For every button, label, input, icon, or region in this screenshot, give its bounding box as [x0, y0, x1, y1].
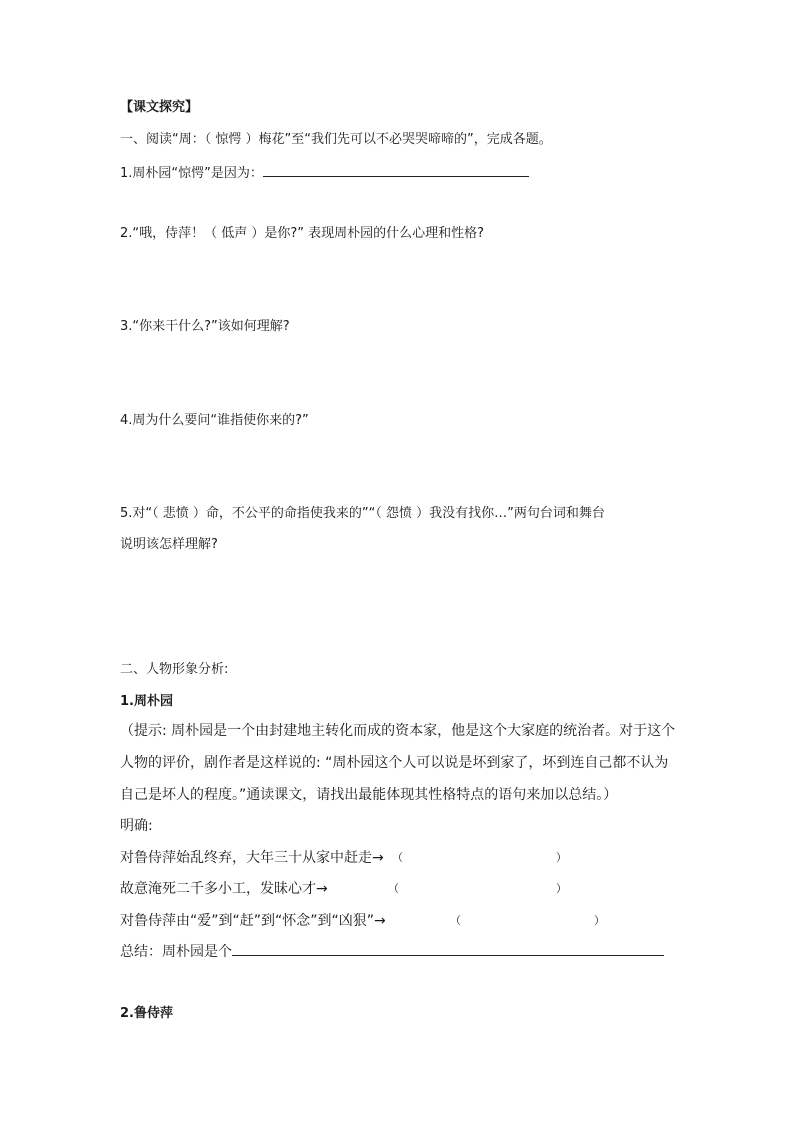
clarify-label: 明确: [120, 818, 153, 834]
arrow-icon: → [374, 913, 386, 929]
question-1-text: 1.周朴园“惊愕”是因为： [120, 166, 263, 181]
answer-paren-close-3: ） [594, 914, 605, 927]
arrow-icon: → [316, 881, 328, 897]
question-5-line1: 5.对“（ 悲愤 ）命，不公平的命指使我来的”“（ 怨愤 ）我没有找你…”两句台词和舞台 [120, 506, 605, 521]
analysis-item-2 [120, 878, 328, 900]
hint-line-3: 自己是坏人的程度。”通读课文，请找出最能体现其性格特点的语句来加以总结。） [120, 787, 618, 803]
answer-paren-close-1: ） [556, 851, 567, 864]
hint-line-2: 人物的评价，剧作者是这样说的: “周朴园这个人可以说是坏到家了，坏到连自己都不认为 [120, 755, 669, 771]
question-1 [120, 162, 529, 184]
question-5-line2: 说明该怎样理解? [120, 537, 218, 552]
answer-paren-open-2[interactable]: （ [388, 882, 399, 895]
part2-heading: 二、人物形象分析: [120, 662, 229, 677]
analysis-item-2-text: 故意淹死二千多小工，发昧心才 [120, 881, 316, 897]
answer-blank-1[interactable] [263, 162, 529, 177]
hint-line-1: （提示: 周朴园是一个由封建地主转化而成的资本家，他是这个大家庭的统治者。对于这个 [120, 723, 676, 739]
analysis-item-1-text: 对鲁侍萍始乱终弃，大年三十从家中赶走 [120, 850, 372, 866]
question-3: 3.“你来干什么?”该如何理解? [120, 319, 290, 334]
lu-shiping-title: 2.鲁侍萍 [120, 1006, 173, 1021]
part1-heading: 一、阅读“周：（ 惊愕 ）梅花”至“我们先可以不必哭哭啼啼的”，完成各题。 [120, 132, 552, 147]
analysis-item-3-text: 对鲁侍萍由“爱”到“赶”到“怀念”到“凶狠” [120, 913, 375, 929]
analysis-item-3 [120, 910, 386, 932]
analysis-item-1 [120, 847, 384, 869]
answer-paren-open-3[interactable]: （ [450, 914, 461, 927]
question-4: 4.周为什么要问“谁指使你来的?” [120, 413, 309, 428]
summary-line [120, 941, 664, 963]
answer-paren-open-1[interactable]: （ [392, 851, 403, 864]
answer-paren-close-2: ） [556, 882, 567, 895]
arrow-icon: → [372, 850, 384, 866]
section-heading: 【课文探究】 [120, 100, 199, 115]
zhou-puyuan-title: 1.周朴园 [120, 694, 173, 709]
question-2: 2.“哦，侍萍！（ 低声 ）是你?” 表现周朴园的什么心理和性格? [120, 226, 485, 241]
summary-text: 总结：周朴园是个 [120, 944, 232, 960]
summary-answer-blank[interactable] [232, 941, 664, 956]
